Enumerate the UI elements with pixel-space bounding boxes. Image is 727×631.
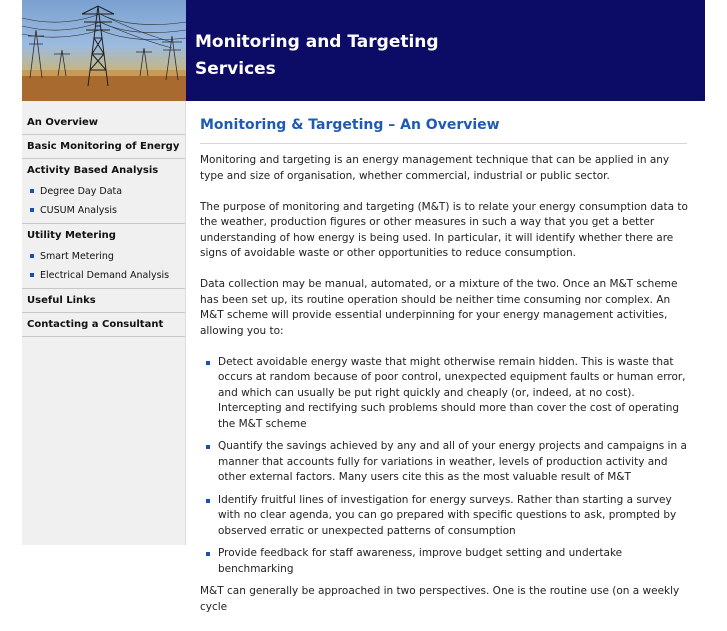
list-item-text: Quantify the savings achieved by any and all of your energy projects and campaigns in a manner that accounts fully for variations in weather, levels of production activity and other external factors. Many users cite this as the most valuable result of M&T bbox=[218, 440, 687, 483]
list-item bbox=[200, 493, 690, 540]
sidebar-item-contact-consultant[interactable]: Contacting a Consultant bbox=[22, 313, 185, 337]
bullet-icon bbox=[206, 361, 210, 365]
bullet-icon bbox=[30, 208, 34, 212]
paragraph: The purpose of monitoring and targeting (M&T) is to relate your energy consumption data to the weather, production figures or other measures in such a way that you get a better understanding of how energy is being used. In particular, it will identify whether there are signs of avoidable waste or other opportunities to reduce consumption. bbox=[200, 200, 688, 259]
bullet-icon bbox=[30, 254, 34, 258]
sidebar-item-utility-metering[interactable]: Utility Metering bbox=[27, 230, 116, 241]
sidebar-subitem-smart-metering[interactable] bbox=[22, 247, 185, 266]
sidebar-spacer bbox=[22, 101, 185, 111]
header-title-bar bbox=[186, 0, 705, 101]
header-banner-image bbox=[22, 0, 186, 101]
bullet-icon bbox=[206, 499, 210, 503]
sidebar-group-utility bbox=[22, 224, 185, 289]
list-item-text: Identify fruitful lines of investigation for energy surveys. Rather than starting a survey with no clear agenda, you can go prepared with specific questions to ask, prompted by observed erratic or unexpected patterns of consumption bbox=[218, 493, 677, 537]
sidebar-item-overview[interactable]: An Overview bbox=[22, 111, 185, 135]
list-item bbox=[200, 439, 690, 486]
list-item bbox=[200, 546, 690, 577]
paragraph: Data collection may be manual, automated, or a mixture of the two. Once an M&T scheme has been set up, its routine operation should be neither time consuming nor complex. An M&T scheme will provide essential underpinning for your energy management activities, allowing you to: bbox=[200, 278, 678, 337]
sidebar-subitem-degree-day[interactable] bbox=[22, 182, 185, 201]
sidebar-subitem-label: Electrical Demand Analysis bbox=[40, 270, 170, 281]
sidebar-subitem-label: Smart Metering bbox=[40, 251, 114, 262]
sidebar-nav bbox=[22, 101, 186, 545]
bullet-icon bbox=[206, 552, 210, 556]
sidebar-item-activity-analysis[interactable]: Activity Based Analysis bbox=[27, 165, 159, 176]
article-body bbox=[200, 153, 690, 631]
sidebar-subitem-cusum[interactable] bbox=[22, 201, 185, 220]
benefits-list bbox=[200, 355, 690, 578]
sidebar-group-activity bbox=[22, 159, 185, 224]
bullet-icon bbox=[30, 189, 34, 193]
paragraph-trailing: M&T can generally be approached in two perspectives. One is the routine use (on a weekly cycle bbox=[200, 585, 680, 613]
bullet-icon bbox=[30, 273, 34, 277]
sidebar-item-basic-monitoring[interactable]: Basic Monitoring of Energy bbox=[22, 135, 185, 159]
paragraph: Monitoring and targeting is an energy management technique that can be applied in any type and size of organisation, whether commercial, industrial or public sector. bbox=[200, 154, 670, 182]
heading-divider bbox=[200, 143, 687, 144]
sidebar-subitem-label: CUSUM Analysis bbox=[40, 205, 117, 216]
site-title: Monitoring and Targeting Services bbox=[195, 32, 439, 79]
sidebar-item-useful-links[interactable]: Useful Links bbox=[22, 289, 185, 313]
pylon-illustration bbox=[22, 0, 186, 101]
sidebar-subitem-label: Degree Day Data bbox=[40, 186, 123, 197]
sidebar-subitem-electrical-demand[interactable] bbox=[22, 266, 185, 285]
list-item-text: Provide feedback for staff awareness, improve budget setting and undertake benchmarking bbox=[218, 547, 623, 575]
page bbox=[22, 0, 705, 613]
page-heading: Monitoring & Targeting – An Overview bbox=[200, 117, 500, 133]
bullet-icon bbox=[206, 445, 210, 449]
list-item bbox=[200, 355, 690, 433]
list-item-text: Detect avoidable energy waste that might otherwise remain hidden. This is waste that occurs at random because of poor control, unexpected equipment faults or human error, and which can usually be put right quickly and cheaply (or, indeed, at no cost). Intercepting and rectifying such problems should more than cover the cost of operating the M&T scheme bbox=[218, 355, 686, 430]
